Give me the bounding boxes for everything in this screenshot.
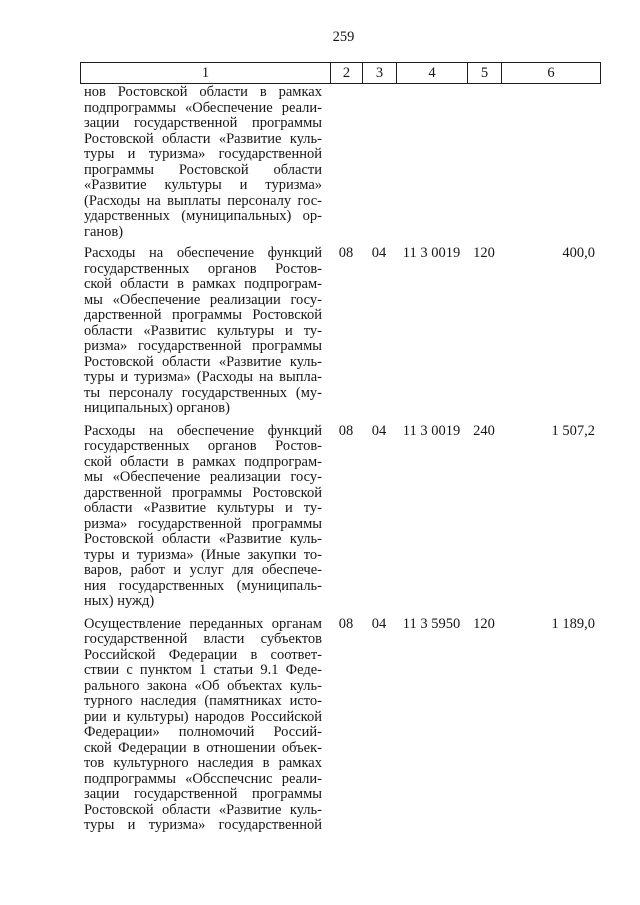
- description-line: Ростовской области «Развитие куль-: [84, 801, 322, 818]
- description-line: государственной власти субъектов: [84, 631, 322, 647]
- header-cell-5: 5: [467, 62, 501, 84]
- section-cell: [330, 85, 362, 240]
- description-line: тов культурного наследия в рамках: [84, 755, 322, 771]
- description-line: мы «Обеспечение реализации госу-: [84, 469, 322, 485]
- section-cell: 08: [338, 615, 354, 632]
- description-cell: [80, 246, 330, 417]
- header-cell-1: 1: [80, 62, 330, 84]
- description-line: ризма» государственной программы: [84, 338, 322, 354]
- subsection-cell: [362, 85, 396, 240]
- description-line: подпрограммы «Обеспечение реали-: [84, 99, 322, 116]
- description-line: рального закона «Об объектах куль-: [84, 677, 322, 694]
- description-line: Ростовской области «Развитие куль-: [84, 531, 322, 547]
- description-line: ской области в рамках подпрограм-: [84, 453, 322, 470]
- description-line: нов Ростовской области в рамках: [84, 84, 322, 100]
- subsection-cell: 04: [371, 422, 387, 439]
- header-cell-3: 3: [362, 62, 396, 84]
- description-line: Расходы на обеспечение функций: [84, 245, 322, 261]
- description-line: Ростовской области «Развитие куль-: [84, 353, 322, 370]
- expense-type-cell: 120: [473, 245, 495, 261]
- description-line: «Развитие культуры и туризма»: [84, 177, 322, 193]
- description-line: ской Федерации в отношении объек-: [84, 739, 322, 756]
- description-line: туры и туризма» государственной: [84, 817, 322, 833]
- amount-cell: 1 189,0: [551, 615, 595, 632]
- description-line: ствии с пунктом 1 статьи 9.1 Феде-: [84, 662, 322, 678]
- target-item-cell: 11 3 0019: [402, 245, 461, 261]
- amount-cell: 400,0: [562, 245, 595, 261]
- table-row: [80, 246, 601, 424]
- table-row: [80, 617, 601, 841]
- description-cell: [80, 85, 330, 240]
- description-line: дарственной программы Ростовской: [84, 484, 322, 501]
- description-cell: [80, 617, 330, 834]
- section-cell: 08: [338, 422, 354, 439]
- description-line: рии и культуры) народов Российской: [84, 708, 322, 725]
- description-line: подпрограммы «Обсспечснис реали-: [84, 770, 322, 787]
- description-line: туры и туризма» государственной: [84, 146, 322, 162]
- header-cell-2: 2: [330, 62, 362, 84]
- description-line: турного наследия (памятниках исто-: [84, 693, 322, 709]
- description-line: ризма» государственной программы: [84, 515, 322, 532]
- table-header-row: [80, 62, 601, 84]
- description-line: Расходы на обеспечение функций: [84, 422, 322, 439]
- subsection-cell: 04: [371, 245, 387, 261]
- expense-type-cell: [467, 85, 501, 240]
- expense-type-cell: 120: [473, 615, 495, 632]
- description-line: области «Развитие культуры и ту-: [84, 500, 322, 516]
- description-line: мы «Обеспечение реализации госу-: [84, 291, 322, 308]
- description-line: ния государственных (муниципаль-: [84, 577, 322, 594]
- description-line: программы Ростовской области: [84, 161, 322, 178]
- description-line: ской области в рамках подпрограм-: [84, 276, 322, 292]
- description-line: ниципальных) органов): [84, 400, 230, 416]
- subsection-cell: 04: [371, 615, 387, 632]
- description-line: Ростовской области «Развитие куль-: [84, 130, 322, 147]
- description-line: (Расходы на выплаты персоналу гос-: [84, 192, 322, 209]
- description-line: зации государственной программы: [84, 786, 322, 802]
- section-cell: 08: [338, 245, 354, 261]
- table-row: [80, 424, 601, 617]
- description-line: Российской Федерации в соответ-: [84, 646, 322, 663]
- description-cell: [80, 424, 330, 610]
- description-line: ганов): [84, 223, 124, 240]
- description-line: варов, работ и услуг для обеспече-: [84, 562, 322, 578]
- table-row: [80, 84, 601, 246]
- expense-type-cell: 240: [473, 422, 495, 439]
- description-line: туры и туризма» (Иные закупки то-: [84, 546, 322, 563]
- page-number: 259: [332, 29, 355, 45]
- description-line: дарственной программы Ростовской: [84, 307, 322, 323]
- amount-cell: 1 507,2: [551, 422, 595, 439]
- description-line: зации государственной программы: [84, 115, 322, 131]
- description-line: области «Развитис культуры и ту-: [84, 322, 322, 339]
- budget-table: [80, 62, 601, 841]
- description-line: ударственных (муниципальных) ор-: [84, 208, 322, 224]
- description-line: Федерации» полномочий Россий-: [84, 724, 322, 740]
- header-cell-4: 4: [396, 62, 467, 84]
- target-item-cell: [396, 85, 467, 240]
- description-line: ных) нужд): [84, 593, 155, 609]
- description-line: ты персоналу государственных (му-: [84, 384, 322, 401]
- target-item-cell: 11 3 0019: [402, 422, 461, 439]
- description-line: туры и туризма» (Расходы на выпла-: [84, 369, 322, 385]
- header-cell-6: 6: [501, 62, 601, 84]
- target-item-cell: 11 3 5950: [402, 615, 461, 632]
- description-line: Осуществление переданных органам: [84, 615, 322, 632]
- description-line: государственных органов Ростов-: [84, 260, 322, 277]
- description-line: государственных органов Ростов-: [84, 438, 322, 454]
- amount-cell: [501, 85, 601, 240]
